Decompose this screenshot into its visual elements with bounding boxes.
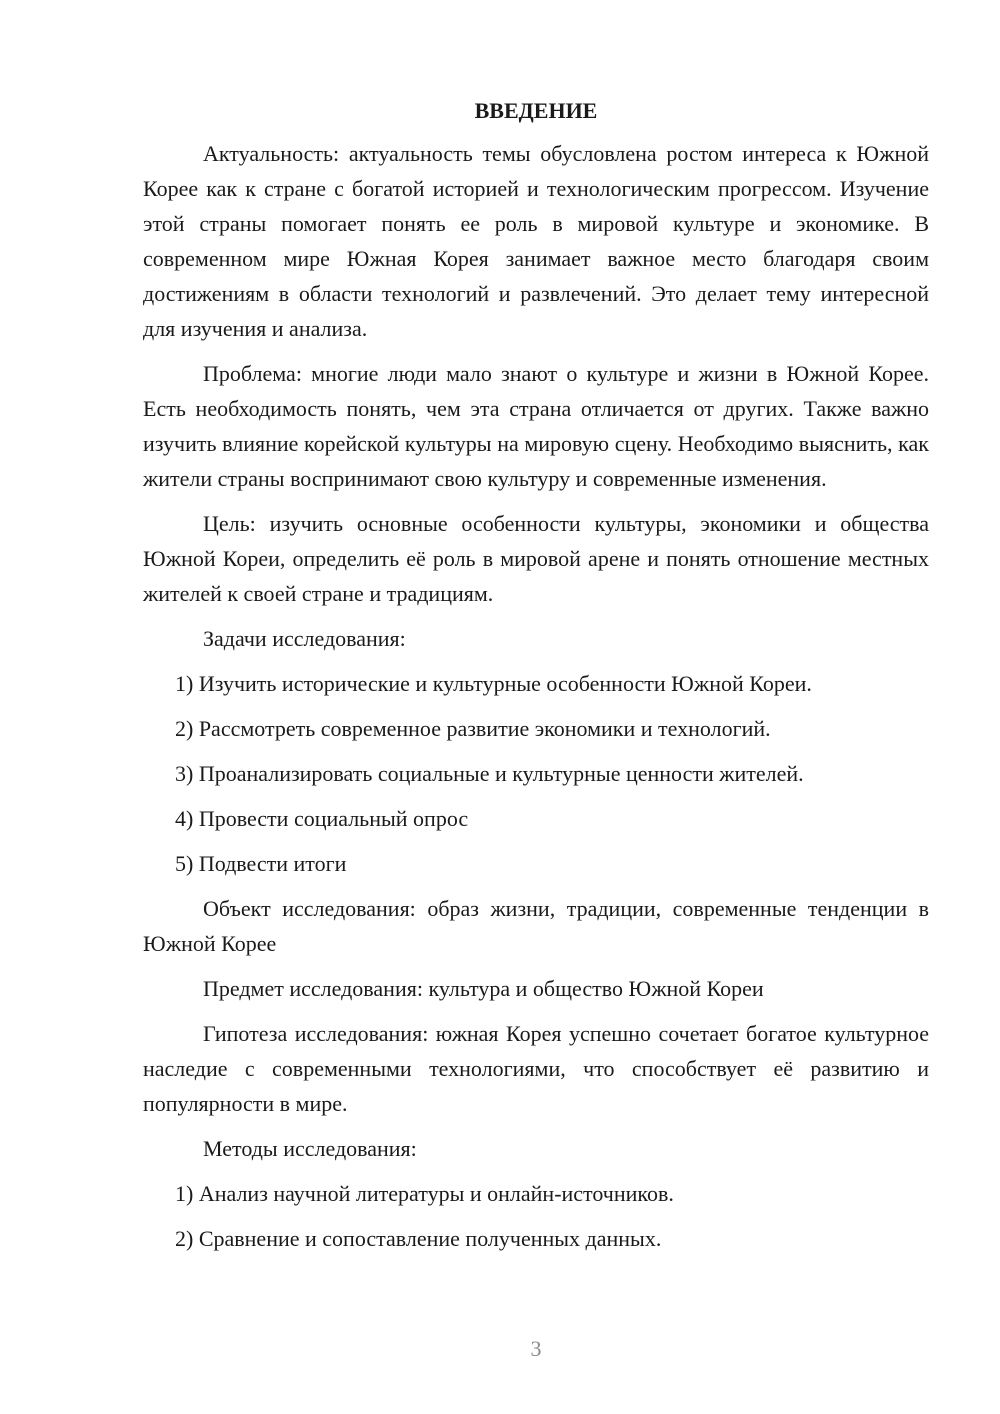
tasks-heading: Задачи исследования: <box>203 626 406 651</box>
methods-heading: Методы исследования: <box>203 1136 417 1161</box>
task-item-2: 2) Рассмотреть современное развитие экономики и технологий. <box>175 716 771 741</box>
goal-paragraph: Цель: изучить основные особенности культуры, экономики и общества Южной Кореи, определить её роль в мировой арене и понять отношение местных жителей к своей стране и традициям. <box>143 511 929 606</box>
subject-paragraph: Предмет исследования: культура и общество Южной Кореи <box>203 976 764 1001</box>
document-page <box>143 96 929 1266</box>
task-item-1: 1) Изучить исторические и культурные особенности Южной Кореи. <box>175 671 812 696</box>
object-paragraph: Объект исследования: образ жизни, традиции, современные тенденции в Южной Корее <box>143 896 929 956</box>
problem-paragraph: Проблема: многие люди мало знают о культуре и жизни в Южной Корее. Есть необходимость понять, чем эта страна отличается от других. Также важно изучить влияние корейской культуры на мировую сцену. Необходимо выяснить, как жители страны воспринимают свою культуру и современные изменения. <box>143 361 929 491</box>
task-item-4: 4) Провести социальный опрос <box>175 806 469 831</box>
relevance-paragraph: Актуальность: актуальность темы обусловлена ростом интереса к Южной Корее как к стране с богатой историей и технологическим прогрессом. Изучение этой страны помогает понять ее роль в мировой культуре и экономике. В современном мире Южная Корея занимает важное место благодаря своим достижениям в области технологий и развлечений. Это делает тему интересной для изучения и анализа. <box>143 141 929 341</box>
task-item-3: 3) Проанализировать социальные и культурные ценности жителей. <box>175 761 804 786</box>
method-item-2: 2) Сравнение и сопоставление полученных данных. <box>175 1226 662 1251</box>
task-item-5: 5) Подвести итоги <box>175 851 347 876</box>
section-title: ВВЕДЕНИЕ <box>474 98 598 123</box>
hypothesis-paragraph: Гипотеза исследования: южная Корея успешно сочетает богатое культурное наследие с современными технологиями, что способствует её развитию и популярности в мире. <box>143 1021 929 1116</box>
page-number: 3 <box>530 1336 542 1361</box>
method-item-1: 1) Анализ научной литературы и онлайн-источников. <box>175 1181 674 1206</box>
